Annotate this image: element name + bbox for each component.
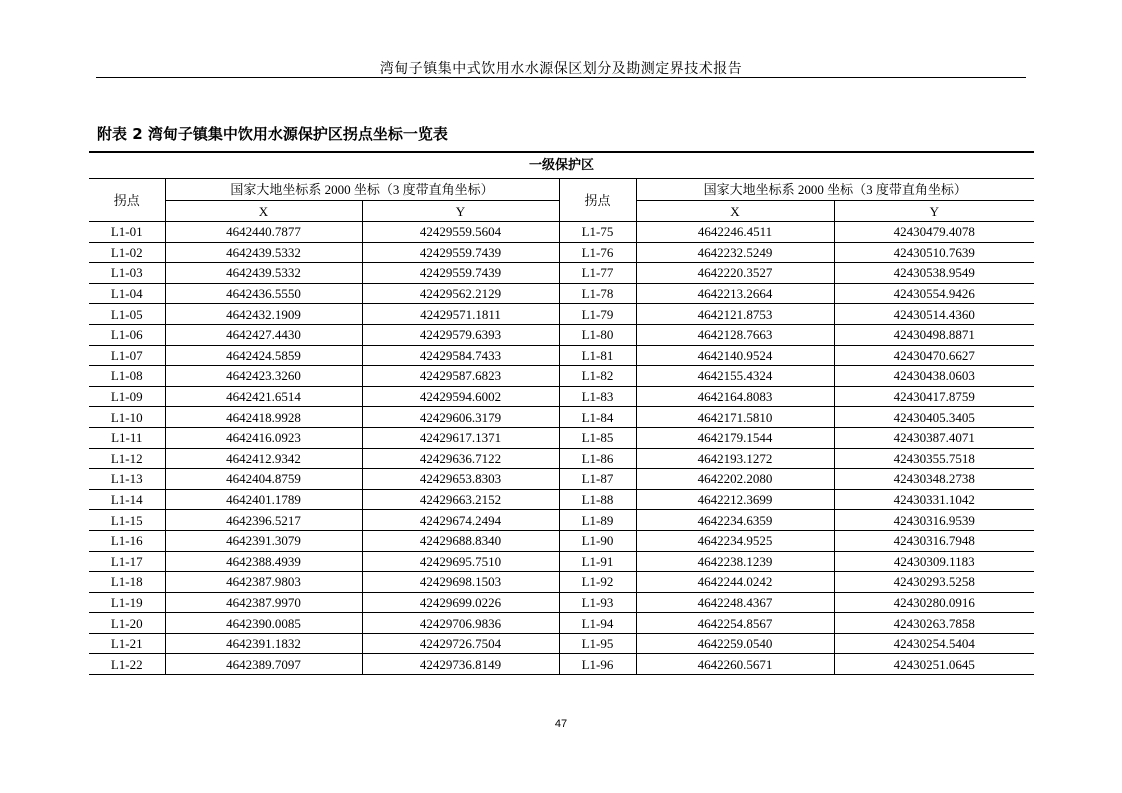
x-cell: 4642248.4367 [636,592,834,613]
y-cell: 42429559.5604 [362,222,559,243]
point-id-cell: L1-01 [89,222,165,243]
x-cell: 4642171.5810 [636,407,834,428]
y-cell: 42430510.7639 [834,242,1034,263]
table-row [89,324,1034,345]
y-cell: 42429674.2494 [362,510,559,531]
point-id-cell: L1-10 [89,407,165,428]
table-row [89,530,1034,551]
point-id-cell: L1-11 [89,427,165,448]
point-id-cell: L1-93 [559,592,636,613]
x-cell: 4642418.9928 [165,407,362,428]
point-id-cell: L1-88 [559,489,636,510]
point-id-cell: L1-78 [559,283,636,304]
point-id-cell: L1-80 [559,324,636,345]
point-id-cell: L1-85 [559,427,636,448]
point-id-cell: L1-17 [89,551,165,572]
point-id-cell: L1-84 [559,407,636,428]
point-id-cell: L1-15 [89,510,165,531]
point-id-cell: L1-86 [559,448,636,469]
y-cell: 42429571.1811 [362,304,559,325]
point-id-cell: L1-76 [559,242,636,263]
x-cell: 4642164.8083 [636,386,834,407]
point-id-cell: L1-20 [89,613,165,634]
point-id-cell: L1-18 [89,572,165,593]
y-cell: 42430254.5404 [834,633,1034,654]
y-cell: 42430355.7518 [834,448,1034,469]
x-cell: 4642389.7097 [165,654,362,675]
page-number: 47 [554,718,568,730]
coordinate-system-header-left: 国家大地坐标系 2000 坐标（3 度带直角坐标） [165,179,559,201]
x-cell: 4642387.9970 [165,592,362,613]
y-cell: 42429688.8340 [362,530,559,551]
table-row [89,633,1034,654]
point-id-cell: L1-07 [89,345,165,366]
x-cell: 4642234.6359 [636,510,834,531]
x-cell: 4642259.0540 [636,633,834,654]
point-id-cell: L1-14 [89,489,165,510]
point-id-cell: L1-91 [559,551,636,572]
y-cell: 42430438.0603 [834,366,1034,387]
x-cell: 4642254.8567 [636,613,834,634]
table-row [89,469,1034,490]
running-header: 湾甸子镇集中式饮用水水源保区划分及勘测定界技术报告 [379,62,743,77]
y-cell: 42430316.9539 [834,510,1034,531]
x-cell: 4642412.9342 [165,448,362,469]
y-cell: 42429594.6002 [362,386,559,407]
point-id-cell: L1-16 [89,530,165,551]
x-header-right: X [636,201,834,222]
point-id-cell: L1-87 [559,469,636,490]
x-cell: 4642238.1239 [636,551,834,572]
x-cell: 4642391.3079 [165,530,362,551]
x-cell: 4642401.1789 [165,489,362,510]
point-id-cell: L1-06 [89,324,165,345]
x-cell: 4642220.3527 [636,263,834,284]
y-cell: 42430331.1042 [834,489,1034,510]
table-row [89,263,1034,284]
point-id-cell: L1-04 [89,283,165,304]
y-cell: 42430470.6627 [834,345,1034,366]
y-cell: 42430316.7948 [834,530,1034,551]
point-id-cell: L1-02 [89,242,165,263]
coordinate-system-header-right: 国家大地坐标系 2000 坐标（3 度带直角坐标） [636,179,1034,201]
point-id-cell: L1-22 [89,654,165,675]
x-cell: 4642391.1832 [165,633,362,654]
x-cell: 4642140.9524 [636,345,834,366]
coordinate-table-grid [89,151,1034,675]
point-header-right: 拐点 [559,179,636,222]
section-title: 一级保护区 [89,152,1034,179]
point-id-cell: L1-77 [559,263,636,284]
y-cell: 42430417.8759 [834,386,1034,407]
y-cell: 42430263.7858 [834,613,1034,634]
point-id-cell: L1-79 [559,304,636,325]
x-cell: 4642128.7663 [636,324,834,345]
y-cell: 42429584.7433 [362,345,559,366]
table-row [89,386,1034,407]
x-cell: 4642404.8759 [165,469,362,490]
y-cell: 42430405.3405 [834,407,1034,428]
point-id-cell: L1-19 [89,592,165,613]
table-row [89,222,1034,243]
y-cell: 42430387.4071 [834,427,1034,448]
y-cell: 42430479.4078 [834,222,1034,243]
x-cell: 4642432.1909 [165,304,362,325]
x-cell: 4642179.1544 [636,427,834,448]
x-cell: 4642416.0923 [165,427,362,448]
y-cell: 42430498.8871 [834,324,1034,345]
y-cell: 42430538.9549 [834,263,1034,284]
y-cell: 42429587.6823 [362,366,559,387]
x-cell: 4642213.2664 [636,283,834,304]
point-id-cell: L1-92 [559,572,636,593]
table-row [89,448,1034,469]
y-cell: 42429695.7510 [362,551,559,572]
y-header-right: Y [834,201,1034,222]
y-cell: 42430309.1183 [834,551,1034,572]
table-row [89,427,1034,448]
point-header-left: 拐点 [89,179,165,222]
y-cell: 42430514.4360 [834,304,1034,325]
point-id-cell: L1-81 [559,345,636,366]
x-cell: 4642387.9803 [165,572,362,593]
y-cell: 42429653.8303 [362,469,559,490]
x-cell: 4642423.3260 [165,366,362,387]
point-id-cell: L1-21 [89,633,165,654]
y-cell: 42430554.9426 [834,283,1034,304]
y-cell: 42429699.0226 [362,592,559,613]
x-cell: 4642439.5332 [165,263,362,284]
point-id-cell: L1-89 [559,510,636,531]
x-cell: 4642390.0085 [165,613,362,634]
x-cell: 4642436.5550 [165,283,362,304]
x-header-left: X [165,201,362,222]
x-cell: 4642121.8753 [636,304,834,325]
y-cell: 42429663.2152 [362,489,559,510]
y-cell: 42429698.1503 [362,572,559,593]
table-row [89,551,1034,572]
x-cell: 4642396.5217 [165,510,362,531]
point-id-cell: L1-95 [559,633,636,654]
table-row [89,654,1034,675]
y-cell: 42429606.3179 [362,407,559,428]
x-cell: 4642260.5671 [636,654,834,675]
x-cell: 4642212.3699 [636,489,834,510]
x-cell: 4642232.5249 [636,242,834,263]
x-cell: 4642246.4511 [636,222,834,243]
point-id-cell: L1-08 [89,366,165,387]
y-cell: 42430293.5258 [834,572,1034,593]
point-id-cell: L1-75 [559,222,636,243]
point-id-cell: L1-13 [89,469,165,490]
x-cell: 4642388.4939 [165,551,362,572]
x-cell: 4642440.7877 [165,222,362,243]
y-cell: 42429559.7439 [362,242,559,263]
table-body [89,222,1034,675]
point-id-cell: L1-96 [559,654,636,675]
y-cell: 42429562.2129 [362,283,559,304]
y-cell: 42429617.1371 [362,427,559,448]
point-id-cell: L1-12 [89,448,165,469]
table-row [89,613,1034,634]
point-id-cell: L1-05 [89,304,165,325]
table-row [89,572,1034,593]
x-cell: 4642193.1272 [636,448,834,469]
table-row [89,592,1034,613]
x-cell: 4642421.6514 [165,386,362,407]
y-header-left: Y [362,201,559,222]
y-cell: 42429736.8149 [362,654,559,675]
y-cell: 42429559.7439 [362,263,559,284]
x-cell: 4642155.4324 [636,366,834,387]
y-cell: 42430251.0645 [834,654,1034,675]
point-id-cell: L1-09 [89,386,165,407]
table-row [89,366,1034,387]
table-row [89,304,1034,325]
x-cell: 4642439.5332 [165,242,362,263]
point-id-cell: L1-94 [559,613,636,634]
point-id-cell: L1-82 [559,366,636,387]
point-id-cell: L1-03 [89,263,165,284]
point-id-cell: L1-90 [559,530,636,551]
table-row [89,283,1034,304]
x-cell: 4642427.4430 [165,324,362,345]
x-cell: 4642244.0242 [636,572,834,593]
x-cell: 4642202.2080 [636,469,834,490]
y-cell: 42430348.2738 [834,469,1034,490]
y-cell: 42430280.0916 [834,592,1034,613]
table-row [89,407,1034,428]
header-rule [96,77,1026,78]
table-row [89,242,1034,263]
y-cell: 42429636.7122 [362,448,559,469]
table-row [89,345,1034,366]
coordinate-table [89,151,1034,675]
x-cell: 4642234.9525 [636,530,834,551]
y-cell: 42429726.7504 [362,633,559,654]
x-cell: 4642424.5859 [165,345,362,366]
y-cell: 42429579.6393 [362,324,559,345]
y-cell: 42429706.9836 [362,613,559,634]
appendix-title: 附表 2 湾甸子镇集中饮用水源保护区拐点坐标一览表 [97,125,448,143]
table-row [89,489,1034,510]
point-id-cell: L1-83 [559,386,636,407]
table-row [89,510,1034,531]
